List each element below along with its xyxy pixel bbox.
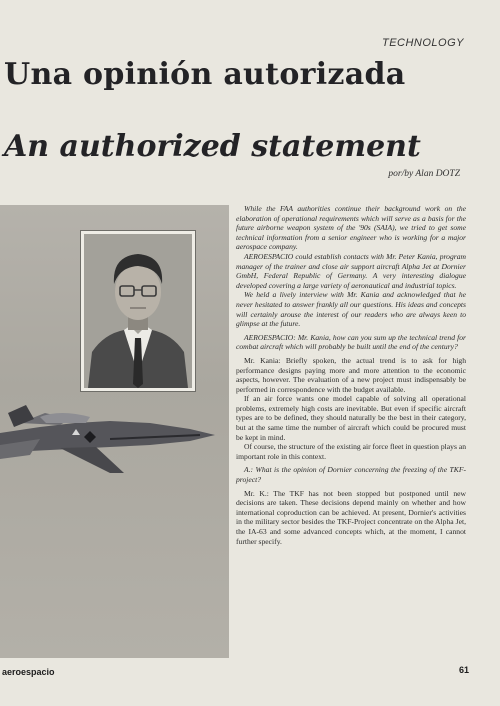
- question: A.: What is the opinion of Dornier concerning the freezing of the TKF-project?: [236, 465, 466, 485]
- title-spanish: Una opinión autorizada: [4, 57, 406, 92]
- article-body: [236, 204, 466, 546]
- byline: por/by Alan DOTZ: [388, 169, 460, 179]
- magazine-name: aeroespacio: [2, 667, 55, 677]
- answer-paragraph: Of course, the structure of the existing air force fleet in question plays an important role in this context.: [236, 442, 466, 461]
- question: AEROESPACIO: Mr. Kania, how can you sum up the technical trend for combat aircraft which will probably be built until the end of the century?: [236, 332, 466, 352]
- answer-paragraph: Mr. K.: The TKF has not been stopped but postponed until new decisions are taken. These decisions depend mainly on whether and how international coproduction can be achieved. At present, Dornier's activities in the military sector besides the TKF-Project concentrate on the Alpha Jet, the IA-63 and some advanced concepts which, at the moment, I cannot further specify.: [236, 488, 466, 546]
- page-number: 61: [459, 665, 470, 675]
- intro-paragraph: AEROESPACIO could establish contacts with Mr. Peter Kania, program manager of the trainer and close air support aircraft Alpha Jet at Dornier GmbH, Federal Republic of Germany. A very interesting dialogue developed covering a large variety of aeronautical and industrial topics.: [236, 251, 466, 290]
- answer-paragraph: If an air force wants one model capable of solving all operational problems, extremely high costs are inevitable. But even if specific aircraft types are to be defined, they should naturally be the best in their category, but at the same time the number of aircraft which could be procured must be kept in mind.: [236, 394, 466, 442]
- title-english: An authorized statement: [4, 129, 421, 164]
- answer-paragraph: Mr. Kania: Briefly spoken, the actual trend is to ask for high performance designs paying more and more attention to the economic aspects, however. The evaluation of a new project must indispensably be performed in correspondence with the budget available.: [236, 355, 466, 394]
- intro-paragraph: We held a lively interview with Mr. Kania and acknowledged that he never hesitated to answer frankly all our questions. His ideas and concepts will certainly arouse the interest of our readers who are always keen to glimpse at the future.: [236, 290, 466, 329]
- section-label: TECHNOLOGY: [381, 37, 464, 49]
- intro-paragraph: While the FAA authorities continue their background work on the elaboration of operational requirements which will serve as a basis for the future airborne weapon system of the '90s (SAIA), we tried to get some technical information from a senior engineer who is working for a major aerospace company.: [236, 204, 466, 252]
- photo-panel: [0, 205, 229, 658]
- portrait-photo: [80, 230, 196, 392]
- jet-aircraft-image: [0, 393, 229, 483]
